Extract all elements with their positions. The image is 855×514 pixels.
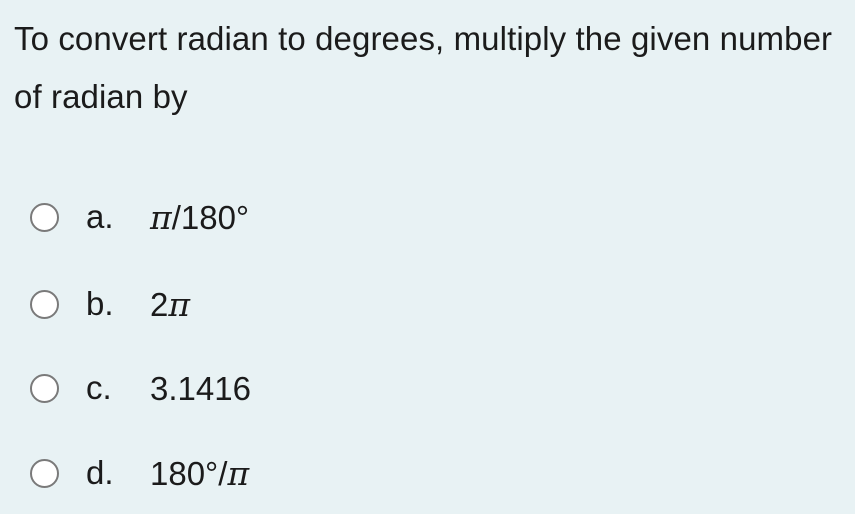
option-c[interactable] xyxy=(30,360,430,416)
option-d[interactable] xyxy=(30,445,430,501)
option-text: 3.1416 xyxy=(150,369,251,407)
question-text: To convert radian to degrees, multiply the given number of radian by xyxy=(14,20,833,115)
option-b[interactable] xyxy=(30,276,430,332)
option-letter: d. xyxy=(86,454,114,491)
option-text: 180°/π xyxy=(150,453,250,493)
option-a[interactable] xyxy=(30,189,430,245)
radio-unchecked-icon[interactable] xyxy=(30,374,59,403)
option-text: 2π xyxy=(150,284,191,324)
radio-unchecked-icon[interactable] xyxy=(30,459,59,488)
option-letter: a. xyxy=(86,198,114,235)
radio-unchecked-icon[interactable] xyxy=(30,290,59,319)
option-letter: b. xyxy=(86,285,114,322)
option-letter: c. xyxy=(86,369,112,406)
option-text: π/180° xyxy=(150,197,250,237)
radio-unchecked-icon[interactable] xyxy=(30,203,59,232)
